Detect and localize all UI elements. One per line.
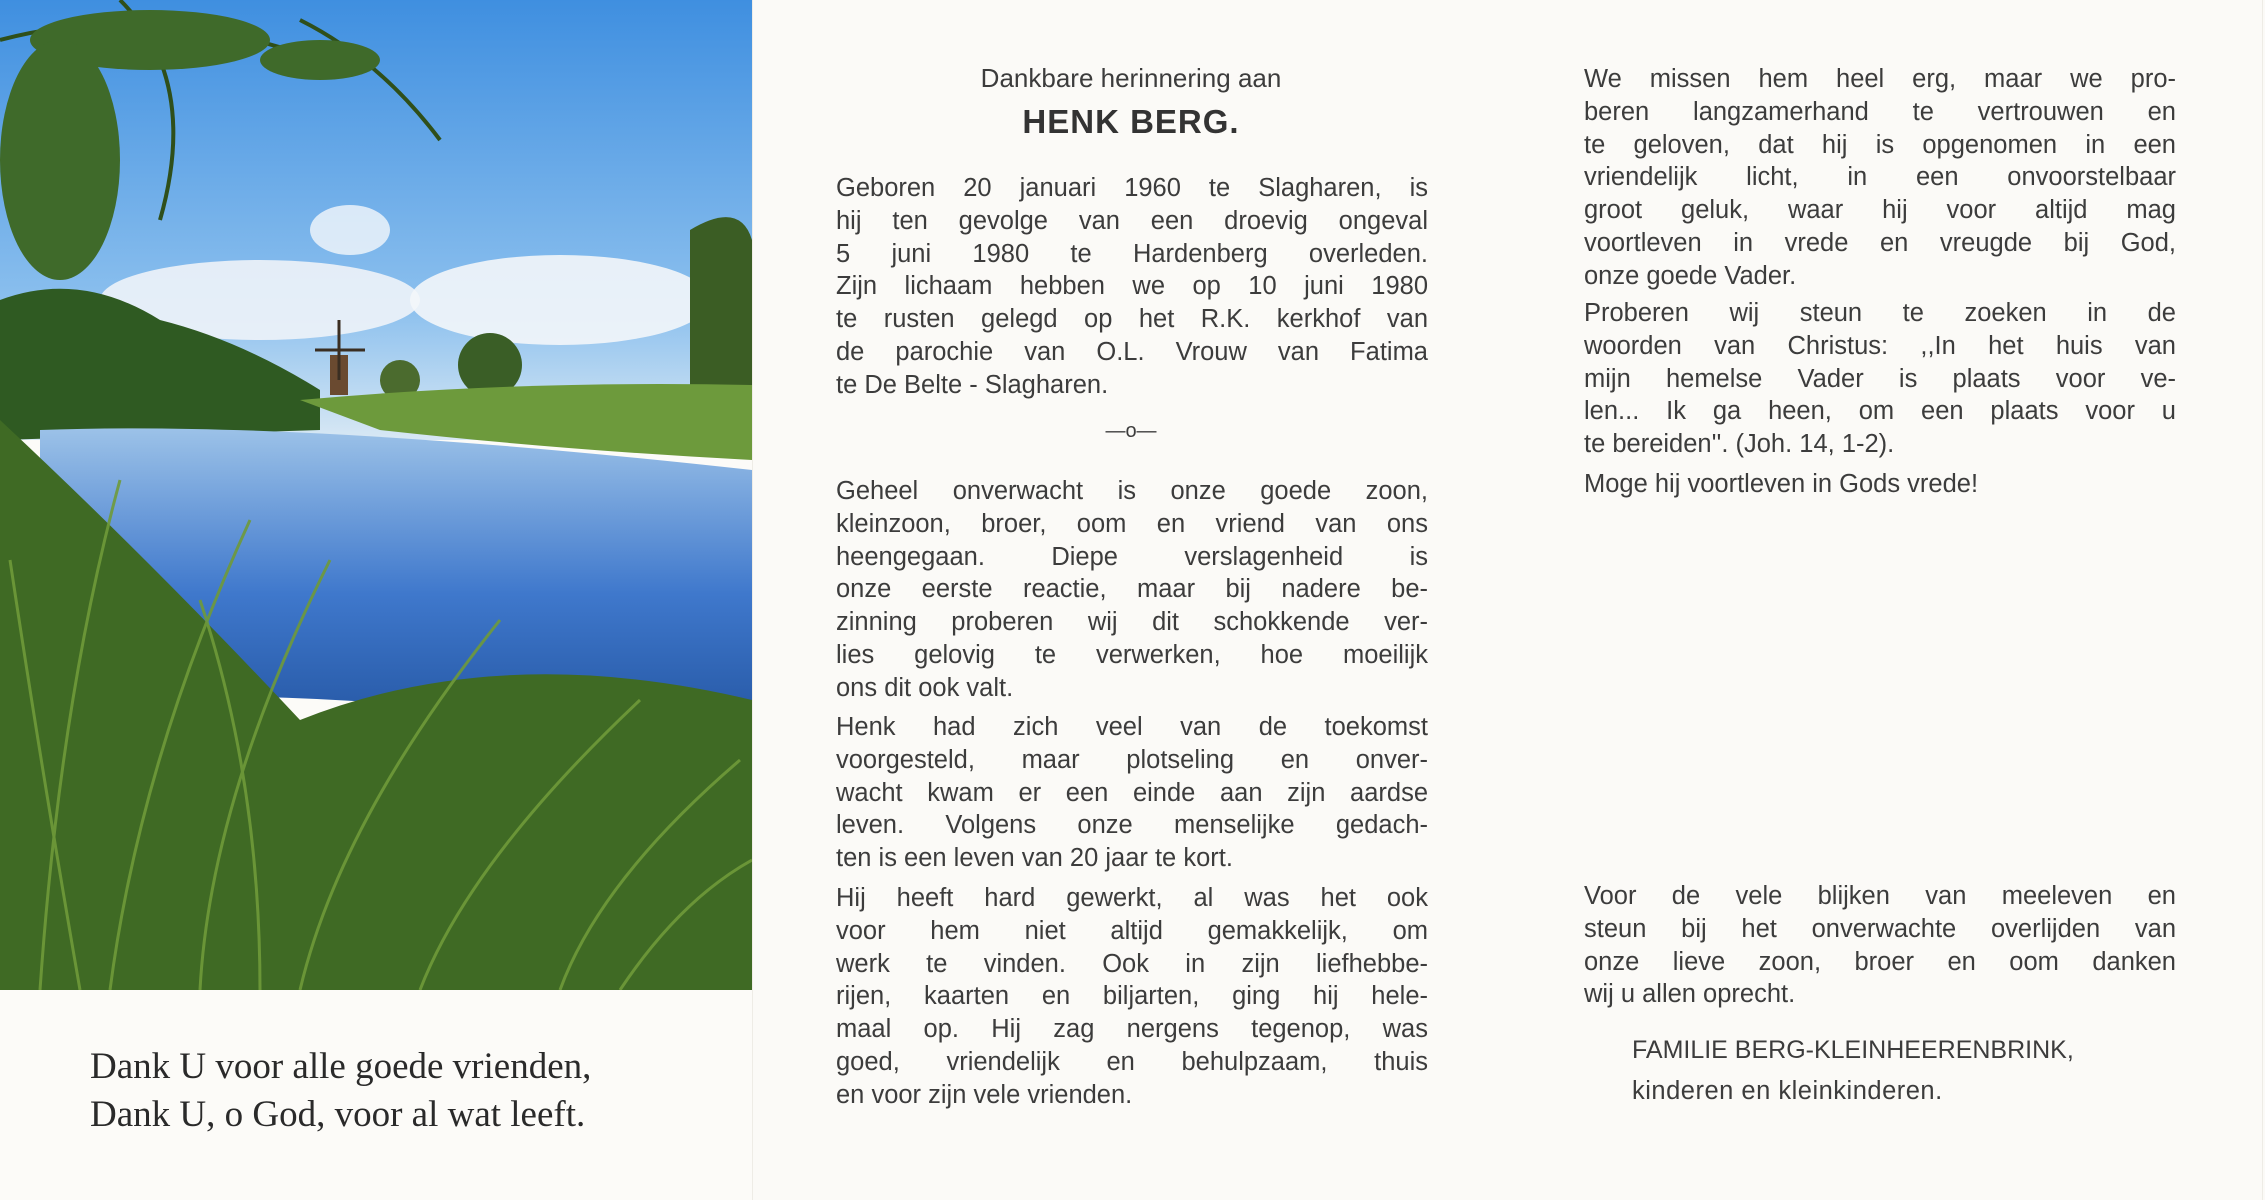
right-paragraph [1584,63,2176,293]
text-line: voor hem niet altijd gemakkelijk, om [836,916,1428,945]
text-line: rijen, kaarten en biljarten, ging hij hele- [836,982,1428,1011]
text-line: vriendelijk licht, in een onvoorstelbaar [1584,163,2176,192]
text-line: We missen hem heel erg, maar we pro- [1584,65,2176,93]
text-line: te bereiden''. (Joh. 14, 1-2). [1584,430,1895,459]
text-line: onze eerste reactie, maar bij nadere be- [836,575,1428,604]
middle-paragraph [836,475,1428,705]
text-line: wacht kwam er een einde aan zijn aardse [836,778,1428,807]
text-line: onze lieve zoon, broer en oom danken [1584,947,2176,976]
family-subtitle: kinderen en kleinkinderen. [1632,1077,1943,1105]
text-line: de parochie van O.L. Vrouw van Fatima [836,337,1428,366]
text-line: kleinzoon, broer, oom en vriend van ons [836,509,1428,538]
text-line: te geloven, dat hij is opgenomen in een [1584,130,2176,159]
text-line: leven. Volgens onze menselijke gedach- [836,811,1428,840]
text-line: steun bij het onverwachte overlijden van [1584,914,2176,943]
text-line: woorden van Christus: ,,In het huis van [1584,331,2176,360]
right-paragraph [1584,468,2176,501]
text-line: Proberen wij steun te zoeken in de [1584,299,2176,327]
fold-line [752,0,753,1200]
text-line: zinning proberen wij dit schokkende ver- [836,608,1428,637]
middle-paragraph [836,711,1428,875]
text-line: groot geluk, waar hij voor altijd mag [1584,196,2176,225]
text-line: mijn hemelse Vader is plaats voor ve- [1584,364,2176,393]
caption-line-1: Dank U voor alle goede vrienden, [90,1046,592,1087]
text-line: beren langzamerhand te vertrouwen en [1584,97,2176,126]
text-line: lies gelovig te verwerken, hoe moeilijk [836,640,1428,669]
fold-line [2262,0,2263,1200]
divider: —o— [1105,420,1157,442]
deceased-name: HENK BERG. [1022,103,1240,140]
text-line: wij u allen oprecht. [1584,980,1796,1009]
text-line: maal op. Hij zag nergens tegenop, was [836,1015,1428,1044]
middle-paragraph [836,172,1428,402]
text-line: goed, vriendelijk en behulpzaam, thuis [836,1047,1428,1076]
family-signature: FAMILIE BERG-KLEINHEERENBRINK, [1632,1036,2074,1064]
landscape-photo [0,0,752,990]
caption-line-2: Dank U, o God, voor al wat leeft. [90,1094,586,1135]
text-line: te De Belte - Slagharen. [836,370,1109,399]
left-panel [0,0,752,1200]
text-line: te rusten gelegd op het R.K. kerkhof van [836,305,1428,334]
text-line: Hij heeft hard gewerkt, al was het ook [836,884,1428,912]
canal-landscape-image [0,0,752,990]
text-line: len... Ik ga heen, om een plaats voor u [1584,397,2176,426]
text-line: en voor zijn vele vrienden. [836,1080,1133,1109]
text-line: voortleven in vrede en vreugde bij God, [1584,228,2176,257]
text-line: Geboren 20 januari 1960 te Slagharen, is [836,174,1428,202]
text-line: Zijn lichaam hebben we op 10 juni 1980 [836,272,1428,301]
text-line: ons dit ook valt. [836,673,1014,702]
text-line: heengegaan. Diepe verslagenheid is [836,542,1428,571]
text-line: onze goede Vader. [1584,261,1797,290]
text-line: werk te vinden. Ook in zijn liefhebbe- [836,949,1428,978]
middle-paragraph [836,882,1428,1112]
thanks-paragraph [1584,880,2176,1011]
text-line: voorgesteld, maar plotseling en onver- [836,745,1428,774]
text-line: Geheel onverwacht is onze goede zoon, [836,477,1428,505]
text-line: 5 juni 1980 te Hardenberg overleden. [836,239,1428,268]
right-paragraph [1584,297,2176,461]
text-line: ten is een leven van 20 jaar te kort. [836,844,1233,873]
text-line: Moge hij voortleven in Gods vrede! [1584,470,1979,498]
text-line: Henk had zich veel van de toekomst [836,713,1428,741]
text-line: hij ten gevolge van een droevig ongeval [836,206,1428,235]
heading: Dankbare herinnering aan [980,63,1282,93]
text-line: Voor de vele blijken van meeleven en [1584,882,2176,910]
